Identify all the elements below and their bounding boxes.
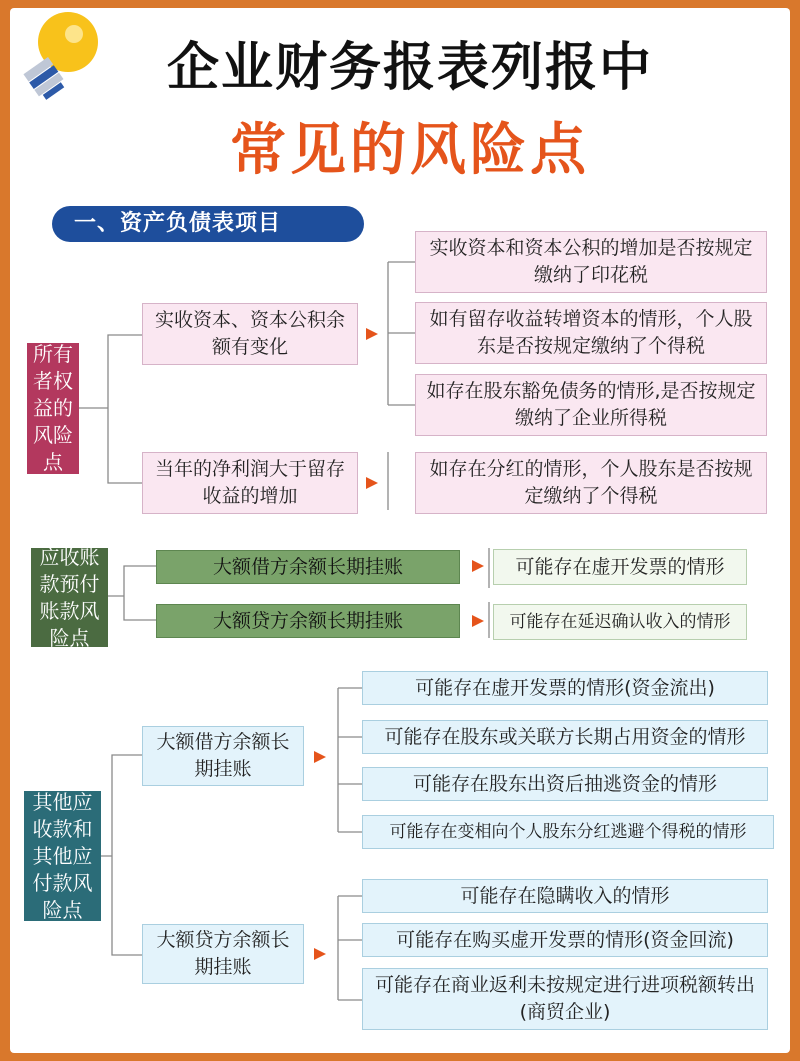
category-receivable-risk: 应收账 款预付 账款风 险点 <box>31 548 108 647</box>
condition-credit-balance: 大额贷方余额长期挂账 <box>156 604 460 638</box>
risk-stamp-duty: 实收资本和资本公积的增加是否按规定缴纳了印花税 <box>415 231 767 293</box>
arrow-icon <box>472 560 484 572</box>
risk-disguised-dividend: 可能存在变相向个人股东分红逃避个得税的情形 <box>362 815 774 849</box>
condition-net-profit: 当年的净利润大于留存收益的增加 <box>142 452 358 514</box>
arrow-icon <box>472 615 484 627</box>
category-equity-risk: 所有 者权 益的 风险 点 <box>27 343 79 474</box>
arrow-icon <box>314 751 326 763</box>
risk-capital-withdrawal: 可能存在股东出资后抽逃资金的情形 <box>362 767 768 801</box>
arrow-icon <box>366 477 378 489</box>
risk-dividend-tax: 如存在分红的情形，个人股东是否按规定缴纳了个得税 <box>415 452 767 514</box>
risk-hidden-revenue: 可能存在隐瞒收入的情形 <box>362 879 768 913</box>
condition-capital-change: 实收资本、资本公积余额有变化 <box>142 303 358 365</box>
risk-false-invoice: 可能存在虚开发票的情形 <box>493 549 747 585</box>
condition-other-credit: 大额贷方余额长期挂账 <box>142 924 304 984</box>
arrow-icon <box>366 328 378 340</box>
title-line-2: 常见的风险点 <box>230 118 590 183</box>
risk-false-invoice-outflow: 可能存在虚开发票的情形(资金流出) <box>362 671 768 705</box>
risk-buy-false-invoice: 可能存在购买虚开发票的情形(资金回流) <box>362 923 768 957</box>
section-heading: 一、资产负债表项目 <box>52 206 364 242</box>
condition-other-debit: 大额借方余额长期挂账 <box>142 726 304 786</box>
title-line-1: 企业财务报表列报中 <box>166 38 653 98</box>
condition-debit-balance: 大额借方余额长期挂账 <box>156 550 460 584</box>
risk-rebate-input-tax: 可能存在商业返利未按规定进行进项税额转出(商贸企业) <box>362 968 768 1030</box>
arrow-icon <box>314 948 326 960</box>
risk-debt-waiver-tax: 如存在股东豁免债务的情形,是否按规定缴纳了企业所得税 <box>415 374 767 436</box>
risk-fund-occupation: 可能存在股东或关联方长期占用资金的情形 <box>362 720 768 754</box>
risk-retained-earnings-tax: 如有留存收益转增资本的情形，个人股东是否按规定缴纳了个得税 <box>415 302 767 364</box>
risk-deferred-revenue: 可能存在延迟确认收入的情形 <box>493 604 747 640</box>
category-other-risk: 其他应 收款和 其他应 付款风 险点 <box>24 791 101 921</box>
